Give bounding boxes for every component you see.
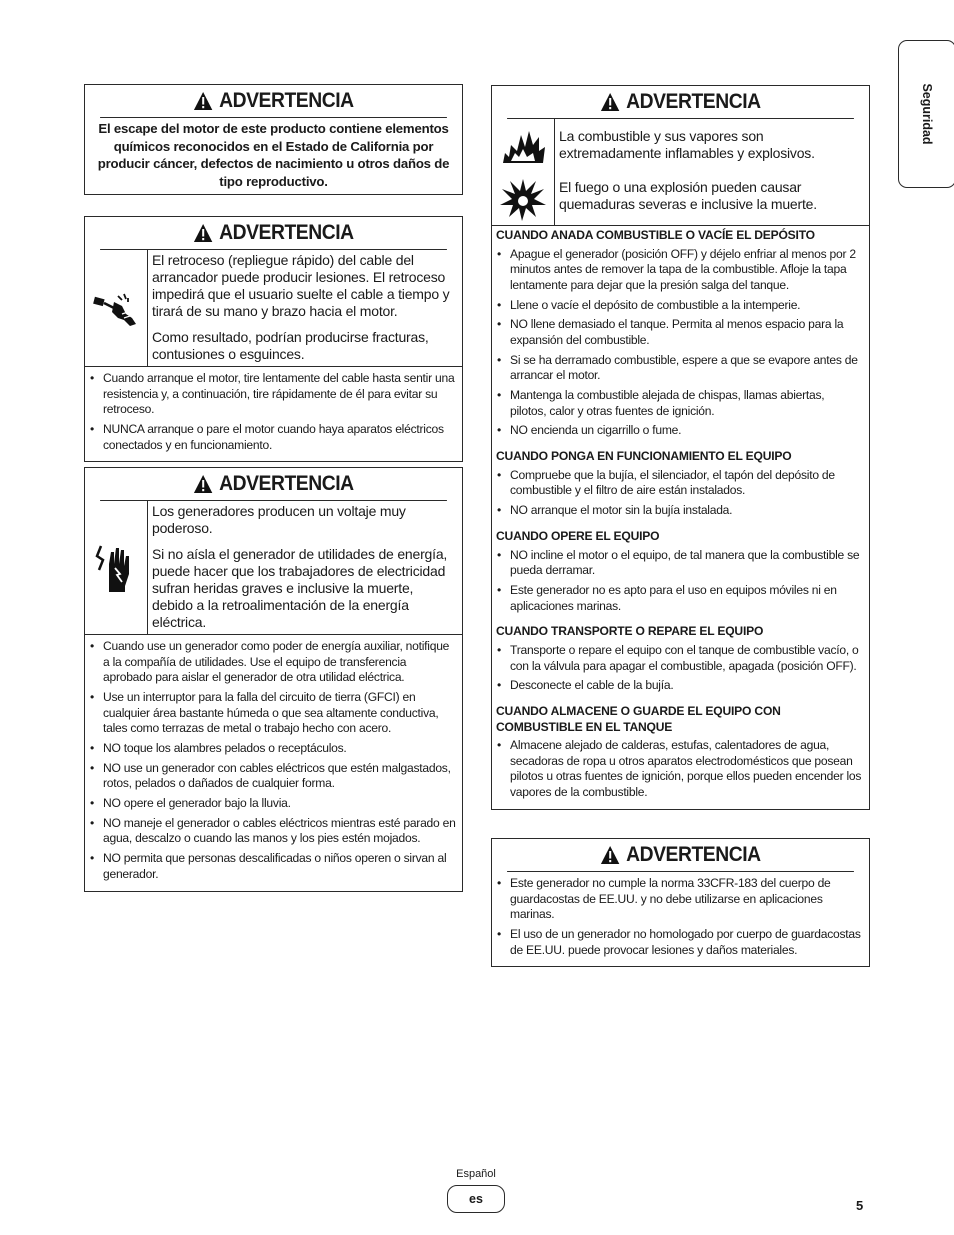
fuel-section-bullets [492,640,869,702]
hazard-row [85,250,462,367]
section-title: CUANDO PONGA EN FUNCIONAMIENTO EL EQUIPO [496,449,792,464]
recoil-hand-icon [92,288,140,328]
warning-header [100,468,447,501]
list-item: • NO opere el generador bajo la lluvia. [89,796,456,812]
page-number: 5 [856,1198,864,1213]
list-item: • NUNCA arranque o pare el motor cuando haya aparatos eléctricos conectados y en funcionamiento. [89,422,456,453]
hazard-icon-cell [492,119,555,225]
warning-box-coast-guard [491,838,870,967]
list-item: • Mantenga la combustible alejada de chispas, llamas abiertas, pilotos, calor y otras fuentes de ignición. [496,388,863,419]
hazard-text-2: Como resultado, podrían producirse fracturas, contusiones o esguinces. [152,329,429,362]
list-item: • NO incline el motor o el equipo, de tal manera que la combustible se pueda derramar. [496,548,863,579]
warning-header [100,217,447,250]
warning-header [507,86,854,119]
warning-title: ADVERTENCIA [219,472,354,495]
warning-box-fuel [491,85,870,810]
list-item: • Este generador no es apto para el uso en equipos móviles ni en aplicaciones marinas. [496,583,863,614]
list-item: • Use un interruptor para la falla del circuito de tierra (GFCI) en cualquier área bastante húmeda o que sea altamente conductiva, tales como terrazas de metal o trabajo hecho con acero. [89,690,456,737]
hazard-icon-cell [85,501,148,634]
warning-title: ADVERTENCIA [219,89,354,112]
hazard-text-1: Los generadores producen un voltaje muy poderoso. [152,503,406,536]
list-item: • NO toque los alambres pelados o receptáculos. [89,741,456,757]
warning-title: ADVERTENCIA [626,843,761,866]
list-item: • El uso de un generador no homologado por cuerpo de guardacostas de EE.UU. puede provocar lesiones y daños materiales. [496,927,863,958]
warning-triangle-icon [193,91,213,111]
voltage-bullets [85,635,462,891]
recoil-bullets [85,367,462,461]
list-item: • Transporte o repare el equipo con el tanque de combustible vacío, o con la válvula para apagar el combustible, apagada (posición OFF). [496,643,863,674]
list-item: • NO encienda un cigarrillo o fume. [496,423,863,439]
section-title: CUANDO ALMACENE O GUARDE EL EQUIPO CON COMBUSTIBLE EN EL TANQUE [496,704,781,734]
list-item: • NO permita que personas descalificadas o niños operen o sirvan al generador. [89,851,456,882]
hazard-row [85,501,462,635]
fuel-section-bullets [492,545,869,623]
section-title: CUANDO ANADA COMBUSTIBLE O VACÍE EL DEPÓSITO [496,228,815,242]
warning-title: ADVERTENCIA [219,221,354,244]
hazard-text-2: Si no aísla el generador de utilidades de energía, puede hacer que los trabajadores de electricidad sufran heridas graves e inclusive la muerte, debido a la retroalimentación de la energía eléctrica. [152,546,448,630]
warning-header [100,85,447,118]
warning-title: ADVERTENCIA [626,90,761,113]
list-item: • Compruebe que la bujía, el silenciador, el tapón del depósito de combustible y el filtro de aire están instalados. [496,468,863,499]
warning-header [507,839,854,872]
electric-shock-hand-icon [93,540,139,596]
section-title: CUANDO TRANSPORTE O REPARE EL EQUIPO [496,624,764,639]
fuel-section-bullets [492,244,869,448]
hazard-text-1: El retroceso (repliegue rápido) del cable del arrancador puede producir lesiones. El retroceso impedirá que el usuario suelte el cable a tiempo y tirará de su mano y brazo hacia el motor. [152,252,450,319]
list-item: • NO arranque el motor sin la bujía instalada. [496,503,863,519]
fuel-section-bullets [492,735,869,809]
list-item: • Si se ha derramado combustible, espere a que se evapore antes de arrancar el motor. [496,353,863,384]
hazard-description [148,250,462,366]
hazard-text-1: La combustible y sus vapores son extremadamente inflamables y explosivos. [559,128,815,161]
warning-box-emissions [84,84,463,195]
list-item: • Llene o vacíe el depósito de combustible a la intemperie. [496,298,863,314]
list-item: • NO maneje el generador o cables eléctricos mientras esté parado en agua, descalzo o cuando las manos y los pies estén mojados. [89,816,456,847]
list-item: • Cuando arranque el motor, tire lentamente del cable hasta sentir una resistencia y, a continuación, tire rápidamente de él para evitar su retroceso. [89,371,456,418]
hazard-description [148,501,462,634]
list-item: • Apague el generador (posición OFF) y déjelo enfriar al menos por 2 minutos antes de remover la tapa de la combustible. Afloje la tapa lentamente para dejar que la presión salga del tanque. [496,247,863,294]
warning-box-voltage [84,467,463,892]
list-item: • Este generador no cumple la norma 33CFR-183 del cuerpo de guardacostas de EE.UU. y no debe utilizarse en aplicaciones marinas. [496,876,863,923]
warning-triangle-icon [193,474,213,494]
list-item: • Desconecte el cable de la bujía. [496,678,863,694]
hazard-description [555,119,869,225]
warning-triangle-icon [600,845,620,865]
list-item: • Cuando use un generador como poder de energía auxiliar, notifique a la compañía de utilidades. Use el equipo de transferencia aprobado para aislar el generador de otra utilidad eléctrica. [89,639,456,686]
side-tab [898,40,954,188]
coast-guard-bullets [492,872,869,966]
warning-triangle-icon [193,223,213,243]
list-item: • Almacene alejado de calderas, estufas, calentadores de agua, secadoras de ropa u otros aparatos electrodomésticos que posean pilotos u otras fuentes de ignición, porque ellos pueden encender los vapores de la combustible. [496,738,863,800]
list-item: • NO llene demasiado el tanque. Permita al menos espacio para la expansión del combustible. [496,317,863,348]
footer-language: Español [456,1168,496,1180]
emissions-message: El escape del motor de este producto contiene elementos químicos reconocidos en el Estado de California por producir cáncer, defectos de nacimiento u otros daños de tipo reproductivo. [97,121,450,189]
language-badge [447,1185,505,1213]
list-item: • NO use un generador con cables eléctricos que estén malgastados, rotos, pelados o dañados de cualquier forma. [89,761,456,792]
hazard-row [492,119,869,226]
fire-icon [499,123,547,165]
explosion-icon [500,177,546,221]
hazard-text-2: El fuego o una explosión pueden causar quemaduras severas e inclusive la muerte. [559,179,817,212]
warning-triangle-icon [600,92,620,112]
hazard-icon-cell [85,250,148,366]
side-tab-label: Seguridad [920,83,934,145]
language-code: es [469,1192,483,1206]
warning-box-recoil [84,216,463,462]
section-title: CUANDO OPERE EL EQUIPO [496,529,660,543]
fuel-section-bullets [492,465,869,527]
